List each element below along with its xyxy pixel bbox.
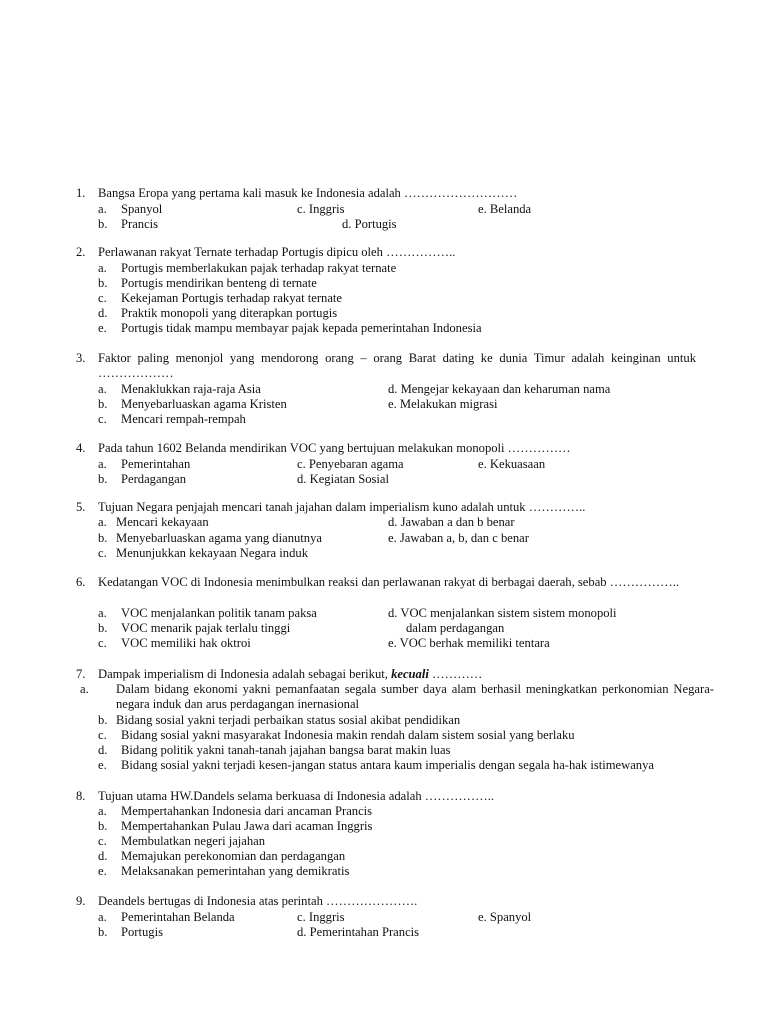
option-c: Menunjukkan kekayaan Negara induk [116,546,308,560]
question-stem: Deandels bertugas di Indonesia atas perintah …………………. [98,894,418,908]
option-letter: a. [98,261,107,275]
option-b: Bidang sosial yakni terjadi perbaikan status sosial akibat pendidikan [116,713,461,727]
option-a: Pemerintahan [121,457,191,471]
option-letter: c. [98,728,107,742]
question-stem: Kedatangan VOC di Indonesia menimbulkan reaksi dan perlawanan rakyat di berbagai daerah, sebab …………….. [98,575,679,589]
option-letter: c. [98,834,107,848]
option-text: Dalam bidang ekonomi yakni pemanfaatan segala sumber daya alam berhasil meningkatkan perkonomian Negara-negara induk dan arus perdagangan inernasional [116,682,714,712]
option-letter: d. [98,306,108,320]
option-letter: a. [98,804,107,818]
option-e: e. VOC berhak memiliki tentara [388,636,550,650]
option-b: Menyebarluaskan agama yang dianutnya [116,531,322,545]
option-e: e. Jawaban a, b, dan c benar [388,531,529,545]
option-b: VOC menarik pajak terlalu tinggi [121,621,291,635]
option-d: Memajukan perekonomian dan perdagangan [121,849,346,863]
kecuali-emphasis: kecuali [391,667,429,681]
option-e: e. Kekuasaan [478,457,546,471]
question-number: 3. [76,351,86,365]
option-letter: b. [98,397,108,411]
option-b: Prancis [121,217,159,231]
option-letter: c. [98,546,107,560]
option-a: Mencari kekayaan [116,515,209,529]
option-a: Menaklukkan raja-raja Asia [121,382,261,396]
option-letter: e. [98,864,107,878]
option-d: Praktik monopoli yang diterapkan portugis [121,306,338,320]
option-letter: b. [98,217,108,231]
option-letter: a. [98,202,107,216]
option-d: d. Mengejar kekayaan dan keharuman nama [388,382,611,396]
option-letter: c. [98,291,107,305]
option-letter: b. [98,531,108,545]
option-d: d. Jawaban a dan b benar [388,515,515,529]
option-c: Mencari rempah-rempah [121,412,246,426]
option-a: VOC menjalankan politik tanam paksa [121,606,317,620]
option-a: Mempertahankan Indonesia dari ancaman Prancis [121,804,373,818]
option-b: Menyebarluaskan agama Kristen [121,397,287,411]
option-letter: a. [98,910,107,924]
option-letter: b. [98,925,108,939]
option-e: Portugis tidak mampu membayar pajak kepada pemerintahan Indonesia [121,321,482,335]
question-number: 5. [76,500,86,514]
option-d: Bidang politik yakni tanah-tanah jajahan bangsa barat makin luas [121,743,451,757]
question-number: 4. [76,441,86,455]
option-c: Kekejaman Portugis terhadap rakyat ternate [121,291,342,305]
option-c: c. Inggris [297,202,345,216]
option-b: Portugis [121,925,163,939]
option-letter: d. [98,743,108,757]
option-b: Portugis mendirikan benteng di ternate [121,276,317,290]
option-e: e. Belanda [478,202,532,216]
option-a: Spanyol [121,202,163,216]
option-letter: a. [80,682,89,696]
option-text: Bidang sosial yakni terjadi kesen-jangan status antara kaum imperialis dengan segala ha-hak istimewanya [121,758,654,772]
question-number: 9. [76,894,86,908]
option-letter: b. [98,819,108,833]
question-stem: Pada tahun 1602 Belanda mendirikan VOC yang bertujuan melakukan monopoli …………… [98,441,571,455]
question-stem: Bangsa Eropa yang pertama kali masuk ke Indonesia adalah ……………………… [98,186,518,200]
option-a [80,682,714,712]
option-a: Pemerintahan Belanda [121,910,235,924]
question-stem-text: Dampak imperialism di Indonesia adalah sebagai berikut, [98,667,388,681]
question-number: 6. [76,575,86,589]
option-letter: b. [98,713,108,727]
question-number: 7. [76,667,86,681]
option-letter: a. [98,606,107,620]
question-stem: Perlawanan rakyat Ternate terhadap Portugis dipicu oleh …………….. [98,245,456,259]
question-stem: Faktor paling menonjol yang mendorong orang – orang Barat dating ke dunia Timur adalah keinginan untuk ……………… [98,351,696,381]
option-letter: a. [98,457,107,471]
option-e: e. Melakukan migrasi [388,397,498,411]
option-c: c. Inggris [297,910,345,924]
question-stem-dots: ………… [432,667,483,681]
question-number: 2. [76,245,86,259]
option-letter: b. [98,621,108,635]
option-d: d. Pemerintahan Prancis [297,925,420,939]
option-e: e. Spanyol [478,910,532,924]
option-letter: a. [98,382,107,396]
option-letter: a. [98,515,107,529]
question-number: 1. [76,186,86,200]
option-e: Melaksanakan pemerintahan yang demikratis [121,864,350,878]
option-d-continued: dalam perdagangan [406,621,505,635]
question-stem [98,667,696,682]
option-c: c. Penyebaran agama [297,457,404,471]
option-c: Bidang sosial yakni masyarakat Indonesia makin rendah dalam sistem sosial yang berlaku [121,728,575,742]
question-stem: Tujuan Negara penjajah mencari tanah jajahan dalam imperialism kuno adalah untuk ………….. [98,500,586,514]
option-letter: b. [98,276,108,290]
option-a: Portugis memberlakukan pajak terhadap rakyat ternate [121,261,397,275]
option-d: d. Portugis [342,217,397,231]
question-stem: Tujuan utama HW.Dandels selama berkuasa di Indonesia adalah …………….. [98,789,495,803]
option-c: VOC memiliki hak oktroi [121,636,251,650]
option-d: d. VOC menjalankan sistem sistem monopoli [388,606,617,620]
option-b: Perdagangan [121,472,187,486]
option-letter: e. [98,321,107,335]
option-letter: c. [98,412,107,426]
option-letter: b. [98,472,108,486]
option-letter: e. [98,758,107,772]
option-letter: c. [98,636,107,650]
option-c: Membulatkan negeri jajahan [121,834,266,848]
question-number: 8. [76,789,86,803]
option-e [98,758,696,773]
option-d: d. Kegiatan Sosial [297,472,389,486]
option-b: Mempertahankan Pulau Jawa dari acaman Inggris [121,819,373,833]
option-letter: d. [98,849,108,863]
